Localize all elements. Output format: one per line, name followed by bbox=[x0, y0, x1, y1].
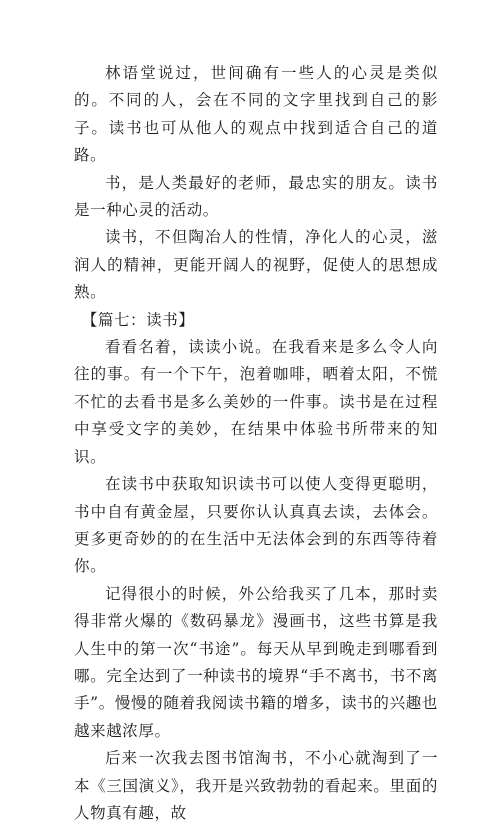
paragraph-childhood: 记得很小的时候，外公给我买了几本，那时卖得非常火爆的《数码暴龙》漫画书，这些书算是我人生中的第一次“书途”。每天从早到晚走到哪看到哪。完全达到了一种读书的境界“手不离书，书不离手”。慢慢的随着我阅读书籍的增多，读书的兴趣也越来越浓厚。 bbox=[74, 584, 438, 740]
paragraph-library: 后来一次我去图书馆淘书，不小心就淘到了一本《三国演义》，我开是兴致勃勃的看起来。里面的人物真有趣，故 bbox=[74, 749, 438, 822]
paragraph-books-teacher: 书，是人类最好的老师，最忠实的朋友。读书是一种心灵的活动。 bbox=[74, 173, 438, 220]
paragraph-reading-benefits: 读书，不但陶冶人的性情，净化人的心灵，滋润人的精神，更能开阔人的视野，促使人的思想成熟。 bbox=[74, 228, 438, 302]
paragraph-lin-yutang: 林语堂说过，世间确有一些人的心灵是类似的。不同的人，会在不同的文字里找到自己的影子。读书也可从他人的观点中找到适合自己的道路。 bbox=[74, 64, 438, 165]
section-heading: 【篇七：读书】 bbox=[81, 310, 195, 329]
paragraph-classics: 看看名着，读读小说。在我看来是多么令人向往的事。有一个下午，泡着咖啡，晒着太阳，不慌不忙的去看书是多么美妙的一件事。读书是在过程中享受文字的美妙，在结果中体验书所带来的知识。 bbox=[74, 338, 438, 466]
document-body bbox=[74, 60, 438, 827]
paragraph-knowledge: 在读书中获取知识读书可以使人变得更聪明，书中自有黄金屋，只要你认认真真去读，去体会。更多更奇妙的的在生活中无法体会到的东西等待着你。 bbox=[74, 475, 438, 576]
